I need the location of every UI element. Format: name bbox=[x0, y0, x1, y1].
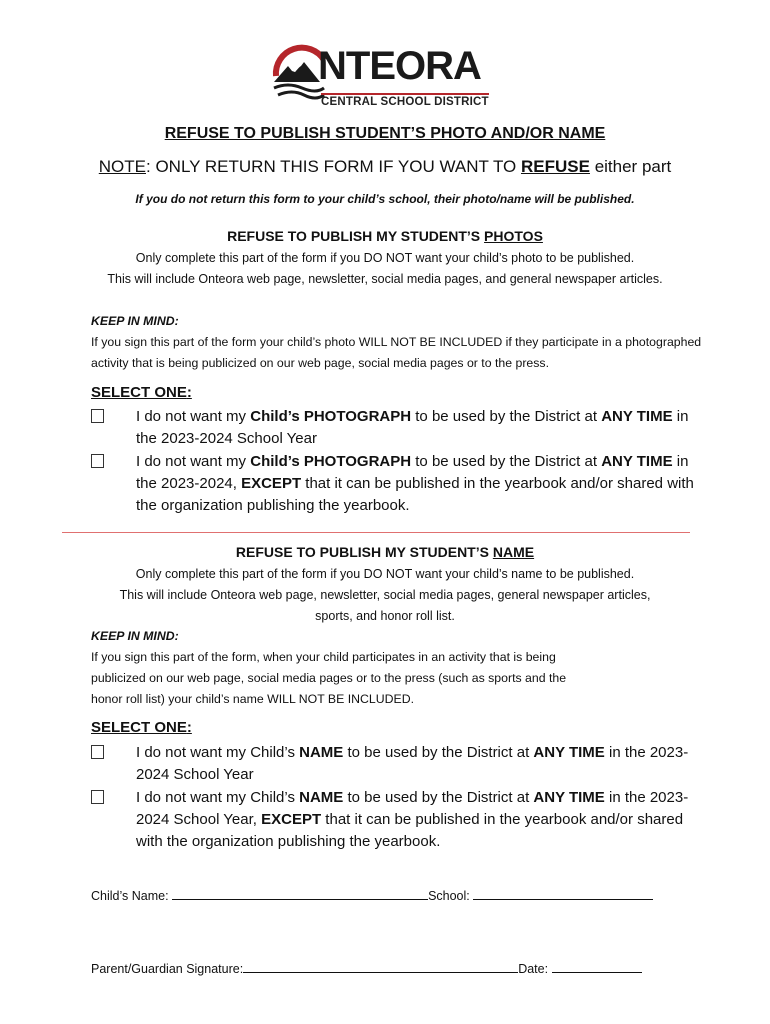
school-label: School: bbox=[428, 889, 470, 903]
photos-keep-in-mind-text: If you sign this part of the form your child’s photo WILL NOT BE INCLUDED if they participate in a photographed activity that is being publicized on our web page, social media pages or to the press. bbox=[91, 335, 702, 370]
name-section-title bbox=[0, 544, 770, 560]
photos-title-emphasis: PHOTOS bbox=[484, 228, 543, 244]
photos-keep-in-mind-label: KEEP IN MIND bbox=[91, 314, 175, 328]
signature-field[interactable] bbox=[243, 960, 518, 973]
photos-option-2-text: I do not want my Child’s PHOTOGRAPH to be used by the District at ANY TIME in the 2023-2024, EXCEPT that it can be published in the yearbook and/or shared with the organization publishing the yearbook. bbox=[136, 453, 694, 514]
logo-wordmark: NTEORA bbox=[318, 44, 481, 88]
section-divider bbox=[62, 532, 690, 533]
name-description-line3: sports, and honor roll list. bbox=[315, 609, 455, 623]
name-description-line1: Only complete this part of the form if you DO NOT want your child’s name to be published. bbox=[135, 567, 635, 581]
name-option-2-text: I do not want my Child’s NAME to be used by the District at ANY TIME in the 2023-2024 School Year, EXCEPT that it can be published in the yearbook and/or shared with the organization publishing the yearbook. bbox=[136, 789, 689, 850]
photos-description-line2: This will include Onteora web page, newsletter, social media pages, and general newspaper articles. bbox=[107, 272, 663, 286]
photos-title-prefix: REFUSE TO PUBLISH MY STUDENT’S bbox=[227, 228, 485, 244]
signature-label: Parent/Guardian Signature: bbox=[91, 962, 244, 976]
signature-row bbox=[91, 960, 642, 976]
name-keep-line2: publicized on our web page, social media pages or to the press (such as sports and the bbox=[91, 671, 567, 685]
date-field[interactable] bbox=[552, 960, 642, 973]
name-title-emphasis: NAME bbox=[492, 544, 535, 560]
school-field[interactable] bbox=[473, 887, 653, 900]
name-option-1-checkbox[interactable] bbox=[91, 745, 104, 759]
name-keep-in-mind: KEEP IN MIND: If you sign this part of the form, when your child participates in an activity that is being publicized on our web page, social media pages or to the press (such as sports and the honor roll list) your child’s name WILL NOT BE INCLUDED. bbox=[91, 629, 567, 706]
photos-keep-in-mind: KEEP IN MIND: If you sign this part of the form your child’s photo WILL NOT BE INCLUDED if they participate in a photographed activity that is being publicized on our web page, social media pages or to the press. bbox=[91, 314, 702, 370]
photos-select-label: SELECT ONE bbox=[91, 384, 187, 401]
name-keep-line1: If you sign this part of the form, when your child participates in an activity that is being bbox=[91, 650, 556, 664]
child-name-field[interactable] bbox=[172, 887, 428, 900]
photos-section-title bbox=[0, 228, 770, 244]
note-text-before: : ONLY RETURN THIS FORM IF YOU WANT TO bbox=[146, 157, 521, 176]
district-logo bbox=[268, 42, 500, 114]
photos-option-1-text: I do not want my Child’s PHOTOGRAPH to be used by the District at ANY TIME in the 2023-2024 School Year bbox=[136, 408, 689, 447]
note-label: NOTE bbox=[98, 157, 146, 176]
name-select-label: SELECT ONE bbox=[91, 719, 187, 736]
note-text-after: either part bbox=[589, 157, 672, 176]
name-description-line2: This will include Onteora web page, newsletter, social media pages, general newspaper articles, bbox=[119, 588, 651, 602]
note-emphasis: REFUSE bbox=[521, 157, 590, 176]
child-name-row bbox=[91, 887, 653, 903]
child-name-label: Child’s Name: bbox=[91, 889, 169, 903]
name-select-one: SELECT ONE: bbox=[91, 719, 192, 736]
name-option-2-checkbox[interactable] bbox=[91, 790, 104, 804]
logo-subtitle: CENTRAL SCHOOL DISTRICT bbox=[321, 93, 489, 108]
name-title-prefix: REFUSE TO PUBLISH MY STUDENT’S bbox=[235, 544, 493, 560]
photos-option-1-checkbox[interactable] bbox=[91, 409, 104, 423]
name-keep-line3: honor roll list) your child’s name WILL NOT BE INCLUDED. bbox=[91, 692, 415, 706]
publish-warning: If you do not return this form to your child’s school, their photo/name will be published. bbox=[135, 192, 635, 206]
photos-description-line1: Only complete this part of the form if you DO NOT want your child’s photo to be published. bbox=[135, 251, 635, 265]
form-note bbox=[0, 157, 770, 177]
photos-option-2-checkbox[interactable] bbox=[91, 454, 104, 468]
name-keep-in-mind-label: KEEP IN MIND bbox=[91, 629, 175, 643]
photos-select-one: SELECT ONE: bbox=[91, 384, 192, 401]
date-label: Date: bbox=[518, 962, 549, 976]
name-option-1-text: I do not want my Child’s NAME to be used by the District at ANY TIME in the 2023-2024 School Year bbox=[136, 744, 689, 783]
form-title: REFUSE TO PUBLISH STUDENT’S PHOTO AND/OR NAME bbox=[164, 125, 606, 142]
